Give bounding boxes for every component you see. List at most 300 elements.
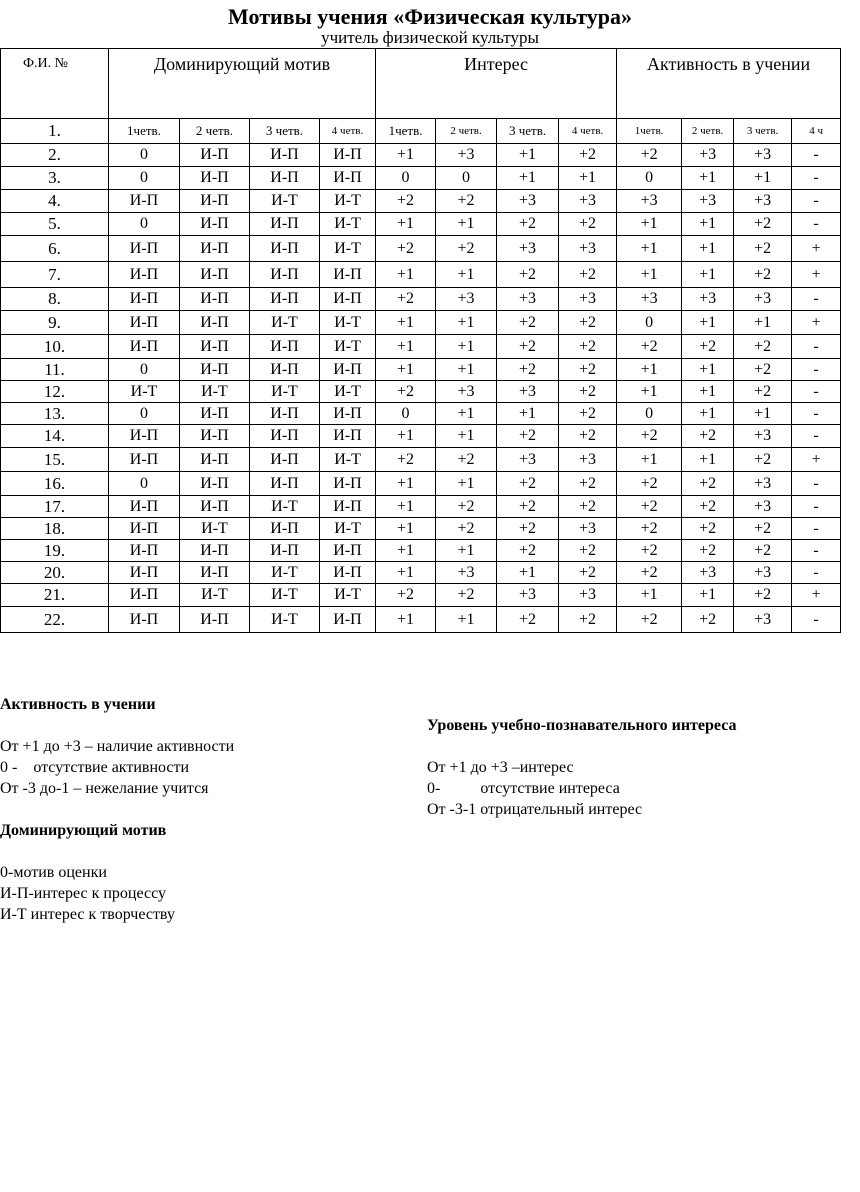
interest-cell: +3 — [436, 562, 497, 584]
motive-cell: И-Т — [250, 496, 320, 518]
interest-cell: +1 — [497, 403, 559, 425]
activity-cell: +2 — [682, 607, 734, 633]
motive-cell: И-П — [180, 540, 250, 562]
activity-cell: +2 — [682, 425, 734, 448]
activity-cell: +3 — [734, 425, 792, 448]
motive-cell: И-Т — [320, 518, 376, 540]
activity-cell: - — [792, 607, 841, 633]
interest-cell: +2 — [559, 540, 617, 562]
motive-cell: И-П — [180, 448, 250, 472]
motive-cell: И-Т — [250, 381, 320, 403]
activity-cell: - — [792, 472, 841, 496]
motive-cell: И-Т — [320, 335, 376, 359]
interest-cell: +2 — [436, 236, 497, 262]
motive-cell: 0 — [109, 403, 180, 425]
motive-cell: И-П — [250, 213, 320, 236]
motive-cell: И-П — [109, 190, 180, 213]
activity-cell: + — [792, 262, 841, 288]
interest-cell: +1 — [376, 213, 436, 236]
interest-cell: +1 — [497, 167, 559, 190]
legend-motive-title: Доминирующий мотив — [0, 822, 167, 839]
motive-cell: И-П — [180, 425, 250, 448]
activity-cell: 0 — [617, 167, 682, 190]
activity-cell: +1 — [682, 262, 734, 288]
activity-cell: +1 — [734, 403, 792, 425]
interest-cell: +1 — [376, 540, 436, 562]
motive-cell: И-П — [109, 448, 180, 472]
activity-cell: +1 — [617, 262, 682, 288]
interest-cell: +1 — [376, 359, 436, 381]
table-row — [1, 311, 841, 335]
motive-cell: И-П — [180, 262, 250, 288]
interest-cell: +1 — [436, 425, 497, 448]
motive-cell: И-П — [320, 562, 376, 584]
activity-cell: +3 — [734, 496, 792, 518]
legend-item: От +1 до +3 –интерес — [427, 759, 574, 776]
interest-cell: +2 — [559, 496, 617, 518]
interest-cell: +2 — [497, 540, 559, 562]
interest-cell: +1 — [436, 607, 497, 633]
motive-cell: И-Т — [320, 190, 376, 213]
motive-cell: И-П — [320, 425, 376, 448]
interest-cell: +2 — [436, 584, 497, 607]
interest-cell: +3 — [559, 288, 617, 311]
interest-cell: +2 — [436, 448, 497, 472]
interest-cell: +1 — [436, 262, 497, 288]
activity-cell: +2 — [734, 359, 792, 381]
interest-cell: 0 — [436, 167, 497, 190]
activity-cell: +2 — [682, 472, 734, 496]
motive-cell: И-П — [180, 607, 250, 633]
motive-cell: И-Т — [250, 311, 320, 335]
table-row — [1, 262, 841, 288]
motive-cell: И-П — [320, 403, 376, 425]
interest-cell: +2 — [559, 144, 617, 167]
interest-cell: +1 — [376, 518, 436, 540]
row-number: 20. — [1, 562, 109, 584]
quarter-header: 1четв. — [376, 119, 436, 144]
interest-cell: +1 — [436, 472, 497, 496]
motive-cell: И-Т — [180, 381, 250, 403]
table-container — [0, 48, 823, 658]
interest-cell: +2 — [436, 190, 497, 213]
interest-cell: +2 — [559, 311, 617, 335]
interest-cell: +1 — [436, 540, 497, 562]
activity-cell: +3 — [734, 144, 792, 167]
interest-cell: +1 — [376, 472, 436, 496]
activity-cell: +1 — [734, 311, 792, 335]
interest-cell: +2 — [497, 518, 559, 540]
interest-cell: +3 — [497, 190, 559, 213]
interest-cell: +1 — [497, 144, 559, 167]
motive-cell: И-П — [180, 288, 250, 311]
activity-cell: +3 — [617, 190, 682, 213]
table-row — [1, 167, 841, 190]
activity-cell: +2 — [617, 425, 682, 448]
quarter-header: 4 четв. — [559, 119, 617, 144]
row-number: 2. — [1, 144, 109, 167]
quarter-header: 3 четв. — [734, 119, 792, 144]
motive-cell: И-П — [320, 540, 376, 562]
activity-cell: +1 — [682, 403, 734, 425]
interest-cell: +3 — [436, 288, 497, 311]
interest-cell: +2 — [559, 335, 617, 359]
activity-cell: - — [792, 288, 841, 311]
table-row — [1, 190, 841, 213]
row-number: 7. — [1, 262, 109, 288]
motive-cell: И-Т — [320, 448, 376, 472]
motive-cell: И-П — [250, 144, 320, 167]
fio-header: Ф.И. № — [1, 49, 109, 119]
activity-cell: +3 — [682, 144, 734, 167]
interest-cell: +2 — [497, 472, 559, 496]
table-row — [1, 335, 841, 359]
activity-cell: +2 — [734, 213, 792, 236]
motive-cell: И-П — [180, 311, 250, 335]
interest-cell: +3 — [497, 381, 559, 403]
motive-cell: И-П — [320, 144, 376, 167]
row-number: 17. — [1, 496, 109, 518]
activity-cell: +2 — [734, 584, 792, 607]
activity-cell: - — [792, 403, 841, 425]
motive-cell: И-П — [180, 335, 250, 359]
table-row — [1, 518, 841, 540]
interest-cell: +1 — [436, 359, 497, 381]
motive-cell: И-Т — [250, 190, 320, 213]
activity-cell: +3 — [682, 288, 734, 311]
quarter-header: 1четв. — [109, 119, 180, 144]
interest-cell: +2 — [559, 359, 617, 381]
table-row — [1, 607, 841, 633]
activity-cell: - — [792, 359, 841, 381]
legend-activity-title: Активность в учении — [0, 696, 156, 713]
row-number: 16. — [1, 472, 109, 496]
activity-cell: +2 — [617, 472, 682, 496]
activity-cell: +2 — [734, 381, 792, 403]
legend-item: От -3 до-1 – нежелание учится — [0, 780, 209, 797]
quarter-header: 4 ч — [792, 119, 841, 144]
interest-cell: +1 — [436, 335, 497, 359]
activity-cell: +2 — [734, 236, 792, 262]
legend-item: 0 - отсутствие активности — [0, 759, 190, 776]
motive-cell: И-Т — [320, 584, 376, 607]
interest-cell: +3 — [436, 381, 497, 403]
quarter-header: 2 четв. — [436, 119, 497, 144]
legend-item: 0- отсутствие интереса — [427, 780, 620, 797]
row-number: 14. — [1, 425, 109, 448]
motive-cell: И-П — [109, 425, 180, 448]
row-number: 11. — [1, 359, 109, 381]
table-row — [1, 562, 841, 584]
motives-table — [0, 48, 841, 633]
row-number: 21. — [1, 584, 109, 607]
motive-cell: И-П — [109, 540, 180, 562]
interest-cell: +1 — [376, 311, 436, 335]
motive-cell: И-П — [320, 496, 376, 518]
activity-cell: +3 — [734, 288, 792, 311]
interest-cell: +2 — [376, 448, 436, 472]
interest-cell: +3 — [436, 144, 497, 167]
activity-cell: +1 — [734, 167, 792, 190]
interest-cell: +2 — [559, 425, 617, 448]
interest-cell: +2 — [559, 562, 617, 584]
interest-cell: +2 — [497, 213, 559, 236]
activity-cell: +2 — [617, 496, 682, 518]
motive-cell: И-П — [109, 496, 180, 518]
activity-cell: +1 — [682, 213, 734, 236]
table-row — [1, 359, 841, 381]
activity-cell: 0 — [617, 403, 682, 425]
activity-cell: +2 — [734, 540, 792, 562]
activity-cell: +2 — [682, 335, 734, 359]
interest-cell: 0 — [376, 403, 436, 425]
motive-cell: И-П — [320, 288, 376, 311]
motive-cell: И-П — [250, 288, 320, 311]
motive-cell: И-П — [109, 562, 180, 584]
activity-cell: - — [792, 496, 841, 518]
activity-cell: +2 — [682, 540, 734, 562]
activity-cell: +1 — [617, 381, 682, 403]
activity-cell: +2 — [734, 262, 792, 288]
motive-cell: И-П — [320, 167, 376, 190]
row-number: 1. — [1, 119, 109, 144]
activity-cell: +2 — [617, 518, 682, 540]
interest-cell: +1 — [376, 335, 436, 359]
activity-cell: +3 — [734, 472, 792, 496]
motive-cell: И-Т — [320, 236, 376, 262]
interest-cell: +1 — [376, 262, 436, 288]
table-row — [1, 540, 841, 562]
row-number: 18. — [1, 518, 109, 540]
motive-cell: 0 — [109, 213, 180, 236]
motive-cell: И-П — [180, 144, 250, 167]
motive-cell: И-П — [109, 518, 180, 540]
activity-cell: +2 — [682, 496, 734, 518]
interest-cell: 0 — [376, 167, 436, 190]
legend-item: От -3-1 отрицательный интерес — [427, 801, 643, 818]
motive-cell: И-П — [320, 607, 376, 633]
row-number: 10. — [1, 335, 109, 359]
interest-cell: +2 — [497, 359, 559, 381]
motive-cell: 0 — [109, 472, 180, 496]
interest-cell: +1 — [559, 167, 617, 190]
motive-cell: И-Т — [109, 381, 180, 403]
interest-cell: +2 — [497, 262, 559, 288]
motive-cell: И-П — [109, 311, 180, 335]
interest-cell: +3 — [559, 584, 617, 607]
table-row — [1, 403, 841, 425]
group-header-motive: Доминирующий мотив — [109, 49, 376, 119]
interest-cell: +3 — [559, 190, 617, 213]
interest-cell: +1 — [497, 562, 559, 584]
interest-cell: +1 — [376, 144, 436, 167]
interest-cell: +2 — [497, 311, 559, 335]
table-row — [1, 584, 841, 607]
row-number: 6. — [1, 236, 109, 262]
motive-cell: И-П — [250, 262, 320, 288]
activity-cell: + — [792, 311, 841, 335]
activity-cell: - — [792, 540, 841, 562]
row-number: 5. — [1, 213, 109, 236]
row-number: 9. — [1, 311, 109, 335]
motive-cell: И-П — [250, 425, 320, 448]
interest-cell: +3 — [497, 448, 559, 472]
interest-cell: +3 — [559, 448, 617, 472]
legend-left — [0, 694, 400, 925]
activity-cell: +1 — [682, 584, 734, 607]
row-number: 4. — [1, 190, 109, 213]
interest-cell: +2 — [497, 425, 559, 448]
row-number: 12. — [1, 381, 109, 403]
table-row — [1, 496, 841, 518]
activity-cell: +2 — [617, 540, 682, 562]
row-number: 19. — [1, 540, 109, 562]
interest-cell: +1 — [376, 496, 436, 518]
motive-cell: И-П — [180, 167, 250, 190]
interest-cell: +2 — [497, 335, 559, 359]
row-number: 15. — [1, 448, 109, 472]
activity-cell: +2 — [617, 144, 682, 167]
motive-cell: И-П — [250, 448, 320, 472]
interest-cell: +2 — [559, 262, 617, 288]
activity-cell: - — [792, 562, 841, 584]
activity-cell: +2 — [617, 335, 682, 359]
motive-cell: И-П — [250, 518, 320, 540]
row-number: 22. — [1, 607, 109, 633]
interest-cell: +3 — [497, 584, 559, 607]
activity-cell: - — [792, 144, 841, 167]
activity-cell: +1 — [682, 381, 734, 403]
motive-cell: И-Т — [250, 584, 320, 607]
activity-cell: +1 — [682, 311, 734, 335]
activity-cell: + — [792, 448, 841, 472]
motive-cell: И-П — [250, 167, 320, 190]
motive-cell: И-П — [180, 213, 250, 236]
group-header-interest: Интерес — [376, 49, 617, 119]
interest-cell: +2 — [376, 288, 436, 311]
activity-cell: +1 — [682, 167, 734, 190]
motive-cell: 0 — [109, 167, 180, 190]
group-header-activity: Активность в учении — [617, 49, 841, 119]
legend-item: И-П-интерес к процессу — [0, 885, 166, 902]
activity-cell: +2 — [734, 518, 792, 540]
row-number: 8. — [1, 288, 109, 311]
legend-right — [427, 715, 816, 820]
activity-cell: +1 — [682, 359, 734, 381]
activity-cell: +3 — [734, 562, 792, 584]
interest-cell: +2 — [559, 472, 617, 496]
interest-cell: +2 — [559, 381, 617, 403]
table-row — [1, 236, 841, 262]
table-row — [1, 213, 841, 236]
motive-cell: И-Т — [320, 381, 376, 403]
motive-cell: И-П — [320, 262, 376, 288]
row-number: 3. — [1, 167, 109, 190]
table-row — [1, 472, 841, 496]
interest-cell: +2 — [497, 496, 559, 518]
legend-item: И-Т интерес к творчеству — [0, 906, 175, 923]
motive-cell: И-П — [320, 472, 376, 496]
interest-cell: +3 — [497, 288, 559, 311]
interest-cell: +3 — [497, 236, 559, 262]
interest-cell: +3 — [559, 518, 617, 540]
motive-cell: И-П — [109, 262, 180, 288]
motive-cell: И-Т — [180, 584, 250, 607]
interest-cell: +1 — [436, 213, 497, 236]
page-subtitle: учитель физической культуры — [321, 28, 539, 47]
activity-cell: +1 — [617, 359, 682, 381]
activity-cell: +3 — [734, 190, 792, 213]
interest-cell: +2 — [559, 607, 617, 633]
motive-cell: И-Т — [320, 213, 376, 236]
motive-cell: И-П — [250, 359, 320, 381]
table-row — [1, 288, 841, 311]
activity-cell: 0 — [617, 311, 682, 335]
interest-cell: +2 — [376, 236, 436, 262]
activity-cell: +1 — [617, 236, 682, 262]
quarter-header: 4 четв. — [320, 119, 376, 144]
motive-cell: И-П — [109, 288, 180, 311]
quarter-header: 2 четв. — [180, 119, 250, 144]
motive-cell: И-П — [180, 403, 250, 425]
activity-cell: +3 — [682, 190, 734, 213]
activity-cell: +2 — [734, 335, 792, 359]
motive-cell: И-П — [109, 335, 180, 359]
activity-cell: +1 — [617, 584, 682, 607]
motive-cell: И-П — [180, 359, 250, 381]
activity-cell: +2 — [617, 607, 682, 633]
motive-cell: И-П — [180, 190, 250, 213]
activity-cell: +3 — [682, 562, 734, 584]
motive-cell: 0 — [109, 144, 180, 167]
quarter-header: 3 четв. — [250, 119, 320, 144]
motive-cell: И-П — [109, 584, 180, 607]
table-row — [1, 448, 841, 472]
activity-cell: - — [792, 381, 841, 403]
quarter-header: 1четв. — [617, 119, 682, 144]
activity-cell: - — [792, 518, 841, 540]
motive-cell: И-П — [250, 236, 320, 262]
table-row — [1, 144, 841, 167]
interest-cell: +2 — [497, 607, 559, 633]
legend-item: 0-мотив оценки — [0, 864, 107, 881]
interest-cell: +2 — [376, 190, 436, 213]
motive-cell: И-П — [250, 472, 320, 496]
interest-cell: +3 — [559, 236, 617, 262]
motive-cell: И-Т — [180, 518, 250, 540]
activity-cell: +2 — [617, 562, 682, 584]
motive-cell: И-П — [180, 236, 250, 262]
motive-cell: 0 — [109, 359, 180, 381]
activity-cell: +2 — [734, 448, 792, 472]
motive-cell: И-П — [180, 562, 250, 584]
interest-cell: +2 — [376, 381, 436, 403]
interest-cell: +1 — [376, 425, 436, 448]
motive-cell: И-Т — [250, 607, 320, 633]
activity-cell: - — [792, 213, 841, 236]
motive-cell: И-П — [320, 359, 376, 381]
activity-cell: +1 — [682, 236, 734, 262]
activity-cell: +3 — [617, 288, 682, 311]
interest-cell: +2 — [436, 518, 497, 540]
motive-cell: И-П — [250, 335, 320, 359]
interest-cell: +2 — [559, 403, 617, 425]
table-row — [1, 381, 841, 403]
interest-cell: +2 — [376, 584, 436, 607]
quarter-header: 2 четв. — [682, 119, 734, 144]
interest-cell: +2 — [436, 496, 497, 518]
activity-cell: - — [792, 335, 841, 359]
